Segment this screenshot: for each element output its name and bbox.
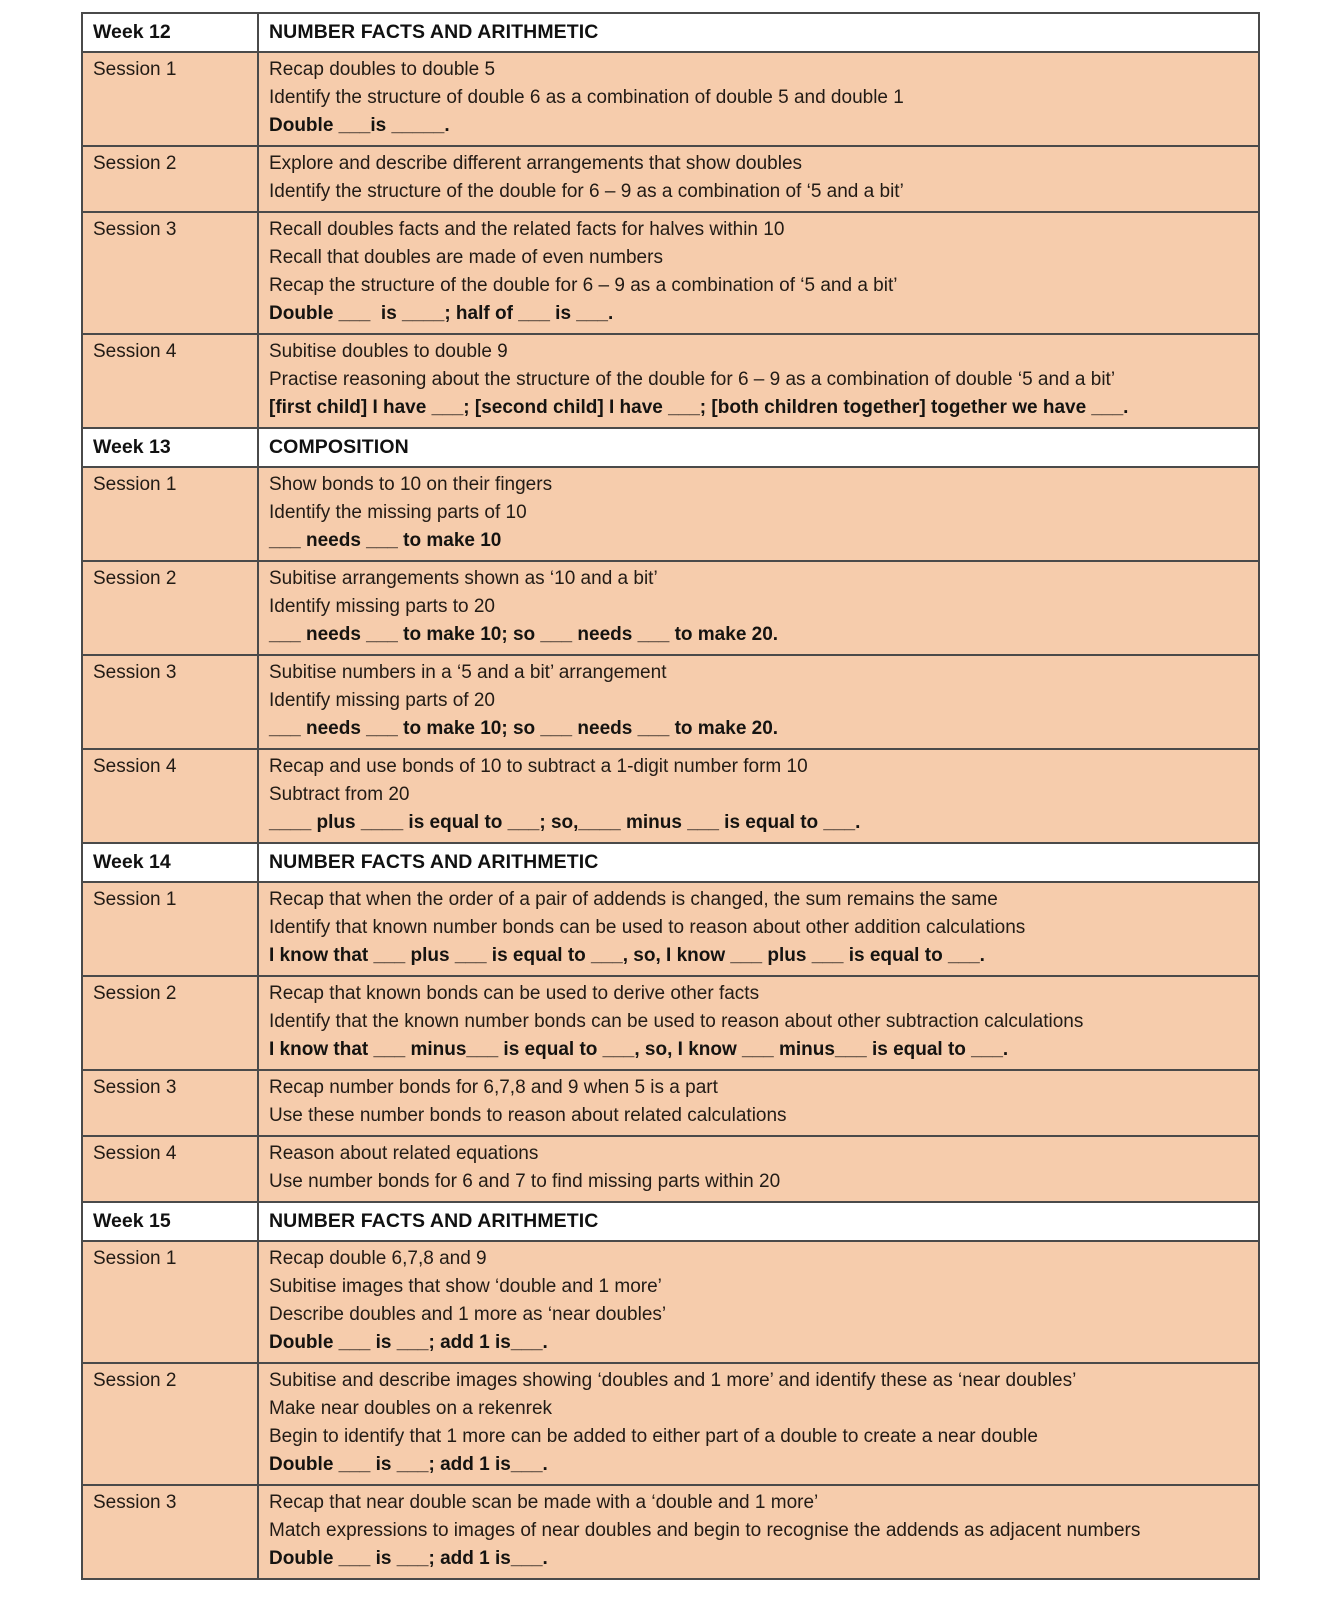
objective-line: Recap that known bonds can be used to derive other facts — [269, 983, 760, 1004]
objective-line: Subitise doubles to double 9 — [269, 341, 508, 362]
session-label-cell: Session 2 — [82, 1363, 258, 1485]
objective-line: Recap number bonds for 6,7,8 and 9 when 5 is a part — [269, 1077, 718, 1098]
week-header-row — [82, 1202, 1259, 1241]
objective-line: Subitise images that show ‘double and 1 more’ — [269, 1276, 662, 1297]
week-label-cell: Week 14 — [82, 843, 258, 882]
session-row — [82, 1363, 1259, 1485]
stem-sentence-line: ___ needs ___ to make 10; so ___ needs ___ to make 20. — [269, 624, 779, 645]
objective-line: Recap double 6,7,8 and 9 — [269, 1248, 487, 1269]
objective-line: Identify missing parts of 20 — [269, 690, 495, 711]
week-title-cell: NUMBER FACTS AND ARITHMETIC — [258, 13, 1259, 52]
stem-sentence-line: Double ___ is ___; add 1 is___. — [269, 1332, 548, 1353]
session-content-cell — [258, 561, 1259, 655]
stem-sentence-line: Double ___ is ___; add 1 is___. — [269, 1548, 548, 1569]
week-label-cell: Week 12 — [82, 13, 258, 52]
objective-line: Begin to identify that 1 more can be added to either part of a double to create a near double — [269, 1426, 1038, 1447]
objective-line: Identify the missing parts of 10 — [269, 502, 527, 523]
session-content-cell — [258, 52, 1259, 146]
objective-line: Recap and use bonds of 10 to subtract a 1-digit number form 10 — [269, 756, 808, 777]
session-content-cell — [258, 1485, 1259, 1579]
objective-line: Recap that when the order of a pair of addends is changed, the sum remains the same — [269, 889, 998, 910]
session-content-cell — [258, 1136, 1259, 1202]
objective-line: Show bonds to 10 on their fingers — [269, 474, 553, 495]
session-label-cell: Session 2 — [82, 561, 258, 655]
session-label-cell: Session 3 — [82, 212, 258, 334]
session-content-cell — [258, 1241, 1259, 1363]
session-label-cell: Session 3 — [82, 1070, 258, 1136]
session-content-cell — [258, 655, 1259, 749]
stem-sentence-line: [first child] I have ___; [second child] I have ___; [both children together] together we have ___. — [269, 397, 1129, 418]
objective-line: Identify missing parts to 20 — [269, 596, 495, 617]
session-content-cell — [258, 212, 1259, 334]
session-row — [82, 52, 1259, 146]
session-label-cell: Session 4 — [82, 1136, 258, 1202]
session-row — [82, 1136, 1259, 1202]
objective-line: Reason about related equations — [269, 1143, 539, 1164]
objective-line: Identify that known number bonds can be used to reason about other addition calculations — [269, 917, 1026, 938]
session-label-cell: Session 1 — [82, 882, 258, 976]
week-label-cell: Week 15 — [82, 1202, 258, 1241]
session-content-cell — [258, 467, 1259, 561]
objective-line: Subitise and describe images showing ‘doubles and 1 more’ and identify these as ‘near doubles’ — [269, 1370, 1077, 1391]
session-row — [82, 1485, 1259, 1579]
session-label-cell: Session 4 — [82, 334, 258, 428]
objective-line: Use number bonds for 6 and 7 to find missing parts within 20 — [269, 1171, 781, 1192]
stem-sentence-line: I know that ___ plus ___ is equal to ___, so, I know ___ plus ___ is equal to ___. — [269, 945, 985, 966]
scheme-table-wrap — [81, 12, 1260, 1580]
week-header-row — [82, 13, 1259, 52]
week-header-row — [82, 428, 1259, 467]
objective-line: Recap doubles to double 5 — [269, 59, 496, 80]
session-row — [82, 1070, 1259, 1136]
session-label-cell: Session 3 — [82, 655, 258, 749]
stem-sentence-line: ___ needs ___ to make 10 — [269, 530, 502, 551]
week-header-row — [82, 843, 1259, 882]
week-label-cell: Week 13 — [82, 428, 258, 467]
stem-sentence-line: Double ___ is ____; half of ___ is ___. — [269, 303, 614, 324]
objective-line: Explore and describe different arrangements that show doubles — [269, 153, 803, 174]
session-content-cell — [258, 749, 1259, 843]
objective-line: Subitise numbers in a ‘5 and a bit’ arrangement — [269, 662, 667, 683]
session-label-cell: Session 2 — [82, 976, 258, 1070]
session-content-cell — [258, 146, 1259, 212]
objective-line: Match expressions to images of near doubles and begin to recognise the addends as adjacent numbers — [269, 1520, 1141, 1541]
session-label-cell: Session 1 — [82, 1241, 258, 1363]
session-content-cell — [258, 882, 1259, 976]
objective-line: Subitise arrangements shown as ‘10 and a bit’ — [269, 568, 658, 589]
session-content-cell — [258, 1070, 1259, 1136]
session-row — [82, 561, 1259, 655]
session-row — [82, 976, 1259, 1070]
session-label-cell: Session 1 — [82, 52, 258, 146]
session-label-cell: Session 2 — [82, 146, 258, 212]
objective-line: Describe doubles and 1 more as ‘near doubles’ — [269, 1304, 667, 1325]
week-title-cell: NUMBER FACTS AND ARITHMETIC — [258, 843, 1259, 882]
session-row — [82, 1241, 1259, 1363]
objective-line: Recap that near double scan be made with a ‘double and 1 more’ — [269, 1492, 819, 1513]
session-content-cell — [258, 1363, 1259, 1485]
objective-line: Identify the structure of double 6 as a combination of double 5 and double 1 — [269, 87, 904, 108]
objective-line: Practise reasoning about the structure of the double for 6 – 9 as a combination of double ‘5 and a bit’ — [269, 369, 1116, 390]
objective-line: Make near doubles on a rekenrek — [269, 1398, 553, 1419]
session-label-cell: Session 1 — [82, 467, 258, 561]
session-row — [82, 467, 1259, 561]
objective-line: Recap the structure of the double for 6 – 9 as a combination of ‘5 and a bit’ — [269, 275, 898, 296]
stem-sentence-line: ____ plus ____ is equal to ___; so,____ minus ___ is equal to ___. — [269, 812, 861, 833]
session-row — [82, 334, 1259, 428]
objective-line: Identify that the known number bonds can be used to reason about other subtraction calculations — [269, 1011, 1084, 1032]
objective-line: Subtract from 20 — [269, 784, 410, 805]
stem-sentence-line: ___ needs ___ to make 10; so ___ needs ___ to make 20. — [269, 718, 779, 739]
stem-sentence-line: Double ___ is ___; add 1 is___. — [269, 1454, 548, 1475]
objective-line: Identify the structure of the double for 6 – 9 as a combination of ‘5 and a bit’ — [269, 181, 904, 202]
session-row — [82, 882, 1259, 976]
session-content-cell — [258, 976, 1259, 1070]
objective-line: Recall that doubles are made of even numbers — [269, 247, 663, 268]
week-title-cell: COMPOSITION — [258, 428, 1259, 467]
scheme-of-learning-table — [81, 12, 1260, 1580]
session-row — [82, 146, 1259, 212]
session-label-cell: Session 4 — [82, 749, 258, 843]
objective-line: Recall doubles facts and the related facts for halves within 10 — [269, 219, 785, 240]
scheme-table-body — [82, 13, 1259, 1579]
session-label-cell: Session 3 — [82, 1485, 258, 1579]
objective-line: Use these number bonds to reason about related calculations — [269, 1105, 787, 1126]
week-title-cell: NUMBER FACTS AND ARITHMETIC — [258, 1202, 1259, 1241]
stem-sentence-line: Double ___is _____. — [269, 115, 450, 136]
session-content-cell — [258, 334, 1259, 428]
stem-sentence-line: I know that ___ minus___ is equal to ___, so, I know ___ minus___ is equal to ___. — [269, 1039, 1009, 1060]
session-row — [82, 749, 1259, 843]
session-row — [82, 212, 1259, 334]
session-row — [82, 655, 1259, 749]
